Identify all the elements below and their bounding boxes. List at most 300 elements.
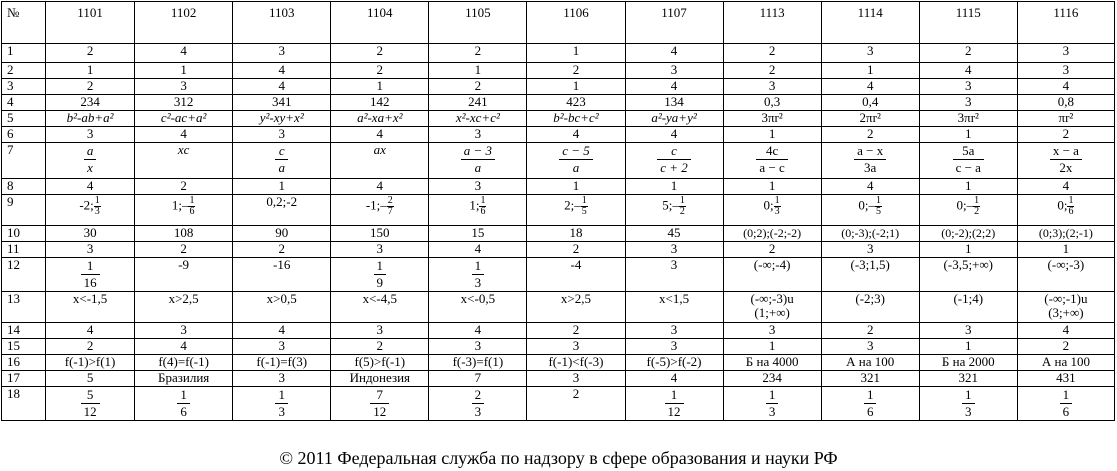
numerator: 1 [480, 195, 486, 206]
numerator: c [671, 143, 677, 158]
answer-cell [331, 258, 429, 292]
answer-cell: Б на 2000 [919, 355, 1017, 371]
denominator: 3 [766, 403, 779, 420]
answer-line: (-∞;-3)u [750, 291, 794, 306]
answer-cell: 1 [331, 79, 429, 95]
fraction [81, 387, 100, 420]
answer-prefix: 1; [469, 197, 480, 213]
numerator: 5a [962, 143, 975, 158]
answer-cell: 3 [919, 323, 1017, 339]
fraction [854, 143, 886, 176]
numerator: 1 [774, 195, 780, 206]
answer-cell: (0;-2);(2;2) [919, 226, 1017, 242]
inline-fraction [581, 196, 588, 217]
answer-cell: (-∞;-4) [723, 258, 821, 292]
table-row [2, 79, 1115, 95]
inline-fraction [188, 196, 195, 217]
fraction [657, 143, 691, 176]
variant-header: 1114 [821, 2, 919, 44]
answer-cell: f(-1)=f(3) [233, 355, 331, 371]
answer-cell: 2 [135, 179, 233, 195]
answer-cell: 3 [1017, 44, 1114, 63]
variant-header: 1103 [233, 2, 331, 44]
answer-cell: 1 [821, 63, 919, 79]
answer-cell: 30 [46, 226, 135, 242]
inline-fraction [875, 196, 882, 217]
numerator: 1 [189, 195, 195, 206]
task-number: 16 [2, 355, 46, 371]
table-row [2, 355, 1115, 371]
answer-cell: 108 [135, 226, 233, 242]
answer-cell: x<-0,5 [429, 292, 527, 323]
answer-cell: 3 [429, 127, 527, 143]
answer-cell [527, 143, 625, 179]
answer-cell: 4 [625, 127, 723, 143]
answer-cell: 3 [919, 79, 1017, 95]
answer-cell: 1 [625, 179, 723, 195]
fraction [864, 387, 877, 420]
answer-cell: 321 [821, 371, 919, 387]
answer-cell: 1 [233, 179, 331, 195]
answer-prefix: 0;– [956, 197, 974, 213]
answer-cell: 2 [331, 44, 429, 63]
numerator: c [278, 143, 285, 158]
fraction [370, 387, 389, 420]
answer-cell: (-1;4) [919, 292, 1017, 323]
denominator: 3 [774, 206, 780, 217]
answer-cell: 0,2;-2 [233, 195, 331, 226]
answer-cell: (-2;3) [821, 292, 919, 323]
answer-cell [821, 387, 919, 421]
numerator: 1 [278, 387, 285, 402]
table-row [2, 292, 1115, 323]
answer-cell [919, 387, 1017, 421]
answer-cell: 2 [135, 242, 233, 258]
answer-cell: 3 [233, 339, 331, 355]
task-number: 3 [2, 79, 46, 95]
answer-cell: (-∞;-3) [1017, 258, 1114, 292]
task-number: 15 [2, 339, 46, 355]
inline-fraction [387, 196, 394, 217]
answer-cell: c²-ac+a² [135, 111, 233, 127]
answer-cell: Бразилия [135, 371, 233, 387]
numerator: c − 5 [562, 143, 590, 158]
fraction [472, 258, 485, 291]
table-row [2, 111, 1115, 127]
answer-cell: 2 [527, 63, 625, 79]
answer-cell: 4 [821, 79, 919, 95]
inline-fraction [94, 196, 101, 217]
denominator: x [84, 159, 97, 176]
answer-cell: 3 [331, 242, 429, 258]
answer-cell: 2 [821, 127, 919, 143]
answer-cell: 2 [331, 63, 429, 79]
answer-cell: (0;-3);(-2;1) [821, 226, 919, 242]
task-number: 1 [2, 44, 46, 63]
table-row [2, 195, 1115, 226]
table-row [2, 63, 1115, 79]
answer-prefix: 5;– [662, 197, 679, 213]
fraction [81, 258, 100, 291]
answer-prefix: 0; [1057, 197, 1068, 213]
answer-cell: 4 [821, 179, 919, 195]
answer-cell: 3 [625, 323, 723, 339]
answer-cell: 2 [527, 323, 625, 339]
answer-cell: 4 [331, 179, 429, 195]
variant-header: 1105 [429, 2, 527, 44]
answer-cell: 3 [625, 339, 723, 355]
table-row [2, 127, 1115, 143]
task-number: 12 [2, 258, 46, 292]
answer-cell: b²-bc+c² [527, 111, 625, 127]
answer-cell: 1 [429, 63, 527, 79]
numerator: 1 [581, 195, 587, 206]
answer-cell: 3 [527, 339, 625, 355]
fraction [962, 387, 975, 420]
answer-cell: 2 [233, 242, 331, 258]
table-row [2, 242, 1115, 258]
answer-cell [429, 387, 527, 421]
answer-cell [919, 195, 1017, 226]
fraction [177, 387, 190, 420]
answer-prefix: 0; [763, 197, 774, 213]
denominator: 5 [876, 206, 881, 217]
variant-header: 1115 [919, 2, 1017, 44]
answer-cell: 1 [46, 63, 135, 79]
answer-cell: 3 [625, 63, 723, 79]
inline-fraction [479, 196, 486, 217]
task-number: 11 [2, 242, 46, 258]
denominator: 2x [1050, 159, 1082, 176]
table-row [2, 323, 1115, 339]
task-number: 4 [2, 95, 46, 111]
fraction [665, 387, 684, 420]
fraction [275, 387, 288, 420]
numerator: 1 [965, 387, 972, 402]
answer-cell: 241 [429, 95, 527, 111]
header-number-sign: № [2, 2, 46, 44]
numerator: 1 [180, 387, 187, 402]
variant-header: 1106 [527, 2, 625, 44]
answer-cell: x<-4,5 [331, 292, 429, 323]
answer-cell: 0,3 [723, 95, 821, 111]
variant-header: 1107 [625, 2, 723, 44]
answer-cell: 1 [527, 44, 625, 63]
denominator: 3 [962, 403, 975, 420]
answer-cell: 4 [429, 242, 527, 258]
fraction [559, 143, 593, 176]
answer-cell [625, 387, 723, 421]
answer-cell: 4 [919, 63, 1017, 79]
answer-cell: 1 [919, 339, 1017, 355]
answer-cell: 18 [527, 226, 625, 242]
answer-cell: 3 [233, 127, 331, 143]
answer-cell: 1 [919, 242, 1017, 258]
answer-cell: -4 [527, 258, 625, 292]
answer-cell: 2 [723, 242, 821, 258]
answer-cell: 3 [331, 323, 429, 339]
numerator: 2 [387, 195, 393, 206]
denominator: 6 [480, 206, 486, 217]
numerator: 1 [1068, 195, 1074, 206]
answer-cell: 4 [625, 44, 723, 63]
denominator: 6 [864, 403, 877, 420]
answer-cell: 3 [46, 242, 135, 258]
answer-cell [1017, 195, 1114, 226]
denominator: 12 [665, 403, 684, 420]
numerator: 1 [974, 195, 980, 206]
answer-cell: 4 [233, 79, 331, 95]
table-row [2, 143, 1115, 179]
fraction [461, 143, 495, 176]
answer-cell: f(-1)>f(1) [46, 355, 135, 371]
denominator: 6 [177, 403, 190, 420]
numerator: x − a [1052, 143, 1079, 158]
answer-cell: 4 [625, 371, 723, 387]
numerator: 1 [670, 387, 678, 402]
answer-cell: 2 [527, 387, 625, 421]
answer-cell: 2 [331, 339, 429, 355]
answer-cell [821, 143, 919, 179]
answer-cell: 90 [233, 226, 331, 242]
answer-cell [1017, 143, 1114, 179]
denominator: 6 [189, 206, 195, 217]
answer-line: (1;+∞) [754, 305, 790, 320]
answer-cell: 3πr² [919, 111, 1017, 127]
answer-cell: f(-5)>f(-2) [625, 355, 723, 371]
answer-line: (-∞;-1)u [1044, 291, 1088, 306]
answer-cell: a²-xa+x² [331, 111, 429, 127]
answer-cell: 1 [723, 127, 821, 143]
fraction [953, 143, 984, 176]
answer-cell: ax [331, 143, 429, 179]
answer-cell [46, 387, 135, 421]
answer-cell: x<-1,5 [46, 292, 135, 323]
variant-header: 1102 [135, 2, 233, 44]
task-number: 17 [2, 371, 46, 387]
denominator: 3 [94, 206, 100, 217]
answer-cell: x²-xc+c² [429, 111, 527, 127]
answer-cell: 321 [919, 371, 1017, 387]
denominator: 6 [1060, 403, 1073, 420]
answer-cell: 4 [1017, 179, 1114, 195]
answer-cell [331, 387, 429, 421]
answer-cell: 3 [233, 44, 331, 63]
numerator: 1 [376, 258, 384, 273]
answer-cell: 4 [135, 127, 233, 143]
answer-cell: 4 [1017, 323, 1114, 339]
answer-cell: 2 [527, 242, 625, 258]
answer-cell: 3 [429, 179, 527, 195]
answer-cell [821, 195, 919, 226]
numerator: 1 [679, 195, 685, 206]
answer-cell [429, 143, 527, 179]
numerator: 4c [765, 143, 779, 158]
answer-cell: y²-xy+x² [233, 111, 331, 127]
answer-cell: πr² [1017, 111, 1114, 127]
answer-cell: 234 [46, 95, 135, 111]
fraction [374, 258, 387, 291]
answer-cell [331, 195, 429, 226]
numerator: 1 [1062, 387, 1070, 402]
task-number: 18 [2, 387, 46, 421]
answer-cell [723, 195, 821, 226]
answer-cell: (-3,5;+∞) [919, 258, 1017, 292]
fraction [766, 387, 779, 420]
answer-cell: 45 [625, 226, 723, 242]
task-number: 14 [2, 323, 46, 339]
answer-cell: -16 [233, 258, 331, 292]
answer-cell: 2 [429, 79, 527, 95]
answer-cell [46, 258, 135, 292]
inline-fraction [1067, 196, 1074, 217]
task-number: 2 [2, 63, 46, 79]
answer-cell: (0;2);(-2;-2) [723, 226, 821, 242]
answer-line: (3;+∞) [1048, 305, 1084, 320]
answer-prefix: 2;– [564, 197, 581, 213]
answer-cell: 3πr² [723, 111, 821, 127]
numerator: 1 [866, 387, 874, 402]
answer-cell: 431 [1017, 371, 1114, 387]
task-number: 8 [2, 179, 46, 195]
answer-cell: 341 [233, 95, 331, 111]
variant-header: 1101 [46, 2, 135, 44]
answer-cell [723, 143, 821, 179]
denominator: 16 [81, 274, 100, 291]
denominator: 2 [974, 206, 980, 217]
answer-cell: f(-3)=f(1) [429, 355, 527, 371]
answer-cell: f(4)=f(-1) [135, 355, 233, 371]
fraction [472, 387, 485, 420]
numerator: 1 [86, 258, 94, 273]
inline-fraction [973, 196, 980, 217]
answer-cell: 2 [46, 339, 135, 355]
answer-cell: 2 [46, 44, 135, 63]
denominator: 9 [374, 274, 387, 291]
answer-prefix: -1;– [365, 197, 387, 213]
answer-cell: 2 [723, 44, 821, 63]
answer-cell: x<1,5 [625, 292, 723, 323]
answer-cell: 4 [135, 339, 233, 355]
answer-cell [625, 143, 723, 179]
answer-cell: 1 [919, 179, 1017, 195]
answer-cell [135, 387, 233, 421]
inline-fraction [679, 196, 686, 217]
answer-cell: 3 [723, 323, 821, 339]
answer-cell: 1 [1017, 242, 1114, 258]
task-number: 13 [2, 292, 46, 323]
answer-cell [429, 195, 527, 226]
answer-cell [233, 387, 331, 421]
answer-cell: 423 [527, 95, 625, 111]
answer-cell: 1 [919, 127, 1017, 143]
numerator: 1 [876, 195, 881, 206]
answer-cell: xc [135, 143, 233, 179]
answer-cell: А на 100 [821, 355, 919, 371]
answer-prefix: 0;– [858, 197, 875, 213]
answer-cell: a²-ya+y² [625, 111, 723, 127]
task-number: 10 [2, 226, 46, 242]
answer-cell: 15 [429, 226, 527, 242]
answer-cell: 7 [429, 371, 527, 387]
answer-cell: 0,4 [821, 95, 919, 111]
answer-cell: А на 100 [1017, 355, 1114, 371]
table-row [2, 179, 1115, 195]
table-row [2, 339, 1115, 355]
answer-cell: 4 [527, 127, 625, 143]
answer-cell [527, 195, 625, 226]
task-number: 9 [2, 195, 46, 226]
table-row [2, 95, 1115, 111]
answer-cell [723, 292, 821, 323]
answer-cell: x>2,5 [135, 292, 233, 323]
answer-prefix: -2; [79, 197, 94, 213]
denominator: a [559, 159, 593, 176]
answers-table [1, 1, 1115, 421]
answer-cell: 3 [821, 339, 919, 355]
answer-cell: 5 [46, 371, 135, 387]
answer-cell: 3 [135, 323, 233, 339]
task-number: 7 [2, 143, 46, 179]
answer-cell [135, 195, 233, 226]
numerator: 5 [86, 387, 94, 402]
answer-cell: 4 [1017, 79, 1114, 95]
variant-header: 1113 [723, 2, 821, 44]
denominator: 5 [581, 206, 587, 217]
answer-cell: 142 [331, 95, 429, 111]
denominator: 2 [679, 206, 685, 217]
answer-cell: 3 [723, 79, 821, 95]
denominator: 3 [472, 403, 485, 420]
answer-cell: 3 [625, 242, 723, 258]
denominator: 3a [854, 159, 886, 176]
fraction [84, 143, 97, 176]
answer-cell [46, 195, 135, 226]
answer-cell: 2 [821, 323, 919, 339]
fraction [1060, 387, 1073, 420]
denominator: c − a [953, 159, 984, 176]
answer-cell: 1 [135, 63, 233, 79]
answer-cell: 4 [233, 63, 331, 79]
variant-header: 1116 [1017, 2, 1114, 44]
answer-cell: 4 [135, 44, 233, 63]
answer-cell [723, 387, 821, 421]
answer-cell: b²-ab+a² [46, 111, 135, 127]
answer-cell: Индонезия [331, 371, 429, 387]
answer-cell: 3 [429, 339, 527, 355]
answer-cell: (0;3);(2;-1) [1017, 226, 1114, 242]
answer-cell: -9 [135, 258, 233, 292]
answer-cell: 3 [1017, 63, 1114, 79]
denominator: a [275, 159, 288, 176]
table-row [2, 387, 1115, 421]
answer-cell: 2 [429, 44, 527, 63]
copyright-footer: © 2011 Федеральная служба по надзору в сфере образования и науки РФ [279, 448, 838, 468]
answer-cell: 3 [625, 258, 723, 292]
answer-cell: 2 [723, 63, 821, 79]
numerator: a [86, 143, 94, 158]
answer-cell: 2 [46, 79, 135, 95]
answer-cell: 3 [135, 79, 233, 95]
answer-cell: 3 [233, 371, 331, 387]
answer-cell: 3 [821, 242, 919, 258]
table-row [2, 226, 1115, 242]
answer-cell: 4 [625, 79, 723, 95]
numerator: 1 [474, 258, 482, 273]
answer-cell: 4 [331, 127, 429, 143]
answer-cell [233, 143, 331, 179]
denominator: 3 [472, 274, 485, 291]
